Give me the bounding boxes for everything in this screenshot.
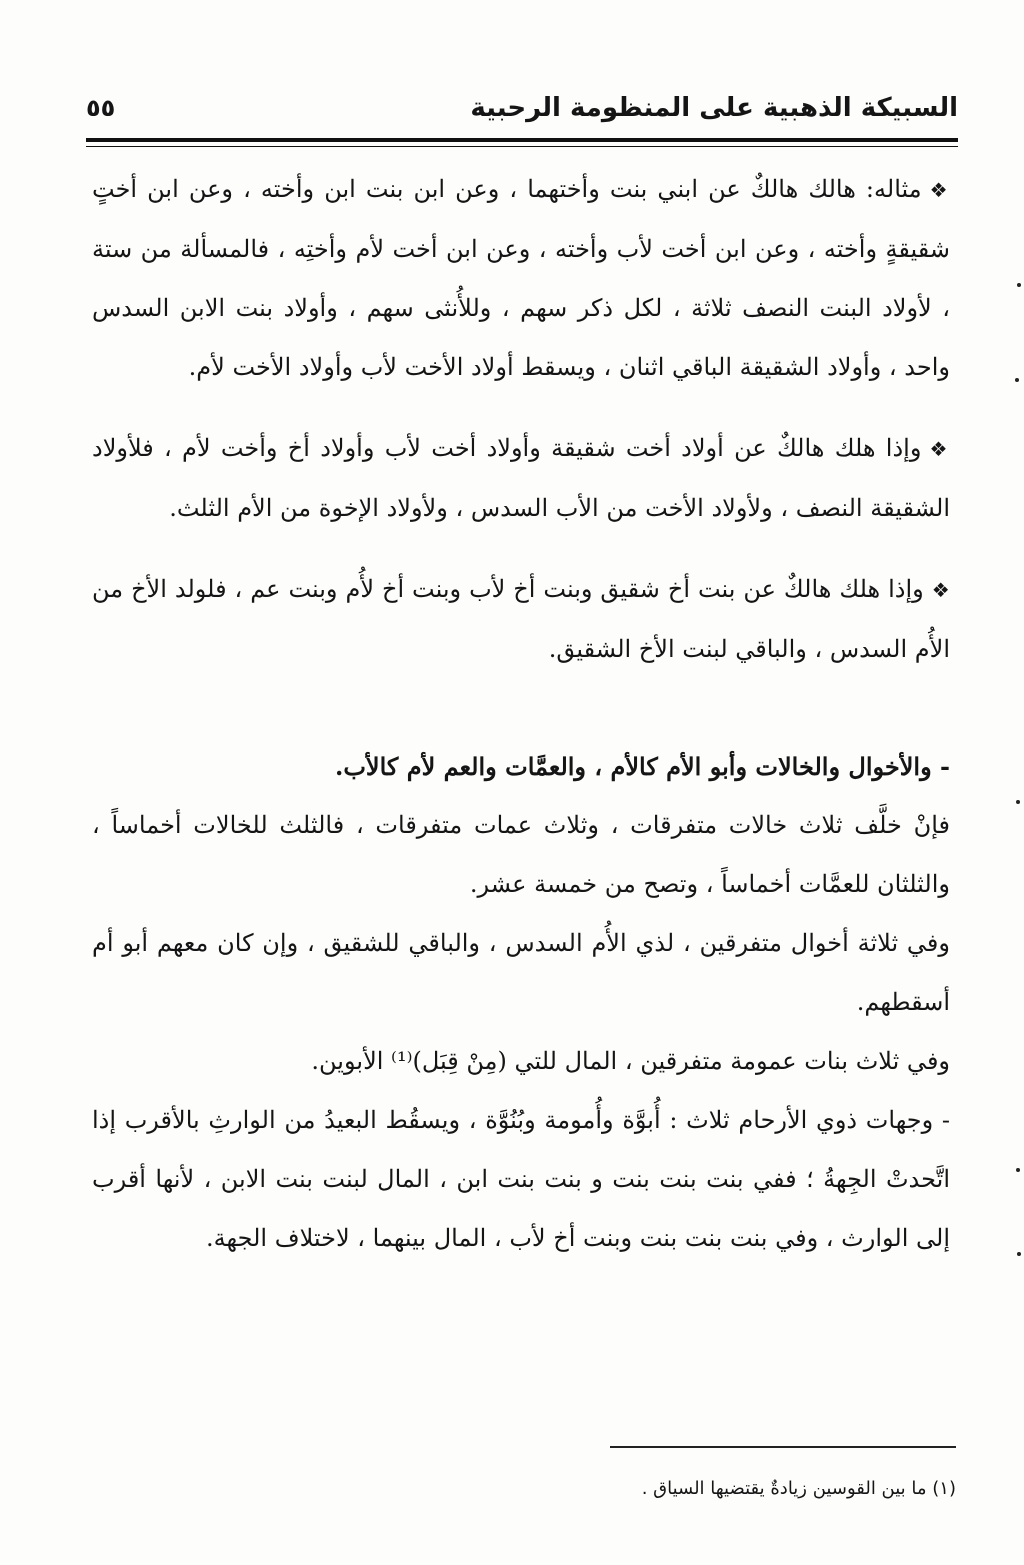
header-rule-thick (86, 138, 958, 142)
scan-speck (1017, 283, 1021, 287)
running-title: السبيكة الذهبية على المنظومة الرحبية (470, 93, 958, 123)
paragraph-text: وإذا هلك هالكٌ عن بنت أخ شقيق وبنت أخ لأب وبنت أخ لأُم وبنت عم ، فلولد الأخ من الأُم السدس ، والباقي لبنت الأخ الشقيق. (92, 575, 950, 663)
bullet-icon: ❖ (929, 437, 951, 461)
paragraph-aunts: فإنْ خلَّف ثلاث خالات متفرقات ، وثلاث عمات متفرقات ، فالثلث للخالات أخماساً ، والثلثان للعمَّات أخماساً ، وتصح من خمسة عشر. (92, 811, 950, 898)
header-rule-thin (86, 146, 958, 147)
body-text (92, 160, 950, 1268)
paragraph-example-2 (92, 419, 950, 538)
bullet-icon: ❖ (929, 178, 950, 202)
footnote-rule (610, 1446, 956, 1448)
footnote: (١) ما بين القوسين زيادةٌ يقتضيها السياق . (641, 1478, 956, 1499)
paragraph-directions: - وجهات ذوي الأرحام ثلاث : أُبوَّة وأُمومة وبُنُوَّة ، ويسقُط البعيدُ من الوارثِ بالأقرب إذا اتَّحدتْ الجِهةُ ؛ ففي بنت بنت بنت و بنت بنت ابن ، المال لبنت بنت الابن ، لأنها أقرب إلى الوارث ، وفي بنت بنت بنت وبنت أخ لأب ، المال بينهما ، لاختلاف الجهة. (92, 1106, 950, 1252)
page-number: ٥٥ (86, 94, 116, 122)
scan-speck (1015, 378, 1019, 382)
scan-speck (1016, 800, 1020, 804)
paragraph-uncles: وفي ثلاثة أخوال متفرقين ، لذي الأُم السدس ، والباقي للشقيق ، وإن كان معهم أبو أم أسقطهم. (92, 929, 950, 1016)
paragraph-text: مثاله: هالك هالكٌ عن ابني بنت وأختهما ، وعن ابن بنت ابن وأخته ، وعن ابن أختٍ شقيقةٍ وأخته ، وعن ابن أخت لأب وأخته ، وعن ابن أخت لأم وأختِه ، فالمسألة من ستة ، لأولاد البنت النصف ثلاثة ، لكل ذكر سهم ، وللأُنثى سهم ، وأولاد بنت الابن السدس واحد ، وأولاد الشقيقة الباقي اثنان ، ويسقط أولاد الأخت لأب وأولاد الأخت لأم. (92, 175, 950, 381)
paragraph-example-1 (92, 160, 950, 397)
scan-speck (1017, 1252, 1021, 1256)
section-heading: - والأخوال والخالات وأبو الأم كالأم ، والعمَّات والعم لأم كالأب. (334, 752, 950, 781)
paragraph-cousins: وفي ثلاث بنات عمومة متفرقين ، المال للتي (مِنْ قِبَل)⁽¹⁾ الأبوين. (311, 1047, 950, 1075)
bullet-icon: ❖ (931, 578, 950, 602)
paragraph-example-3 (92, 560, 950, 679)
page-header (86, 88, 958, 134)
scan-speck (1016, 1168, 1020, 1172)
paragraph-text: وإذا هلك هالكٌ عن أولاد أخت شقيقة وأولاد أخت لأب وأولاد أخ وأخت لأم ، فلأولاد الشقيقة النصف ، ولأولاد الأخت من الأب السدس ، ولأولاد الإخوة من الأم الثلث. (92, 434, 950, 522)
